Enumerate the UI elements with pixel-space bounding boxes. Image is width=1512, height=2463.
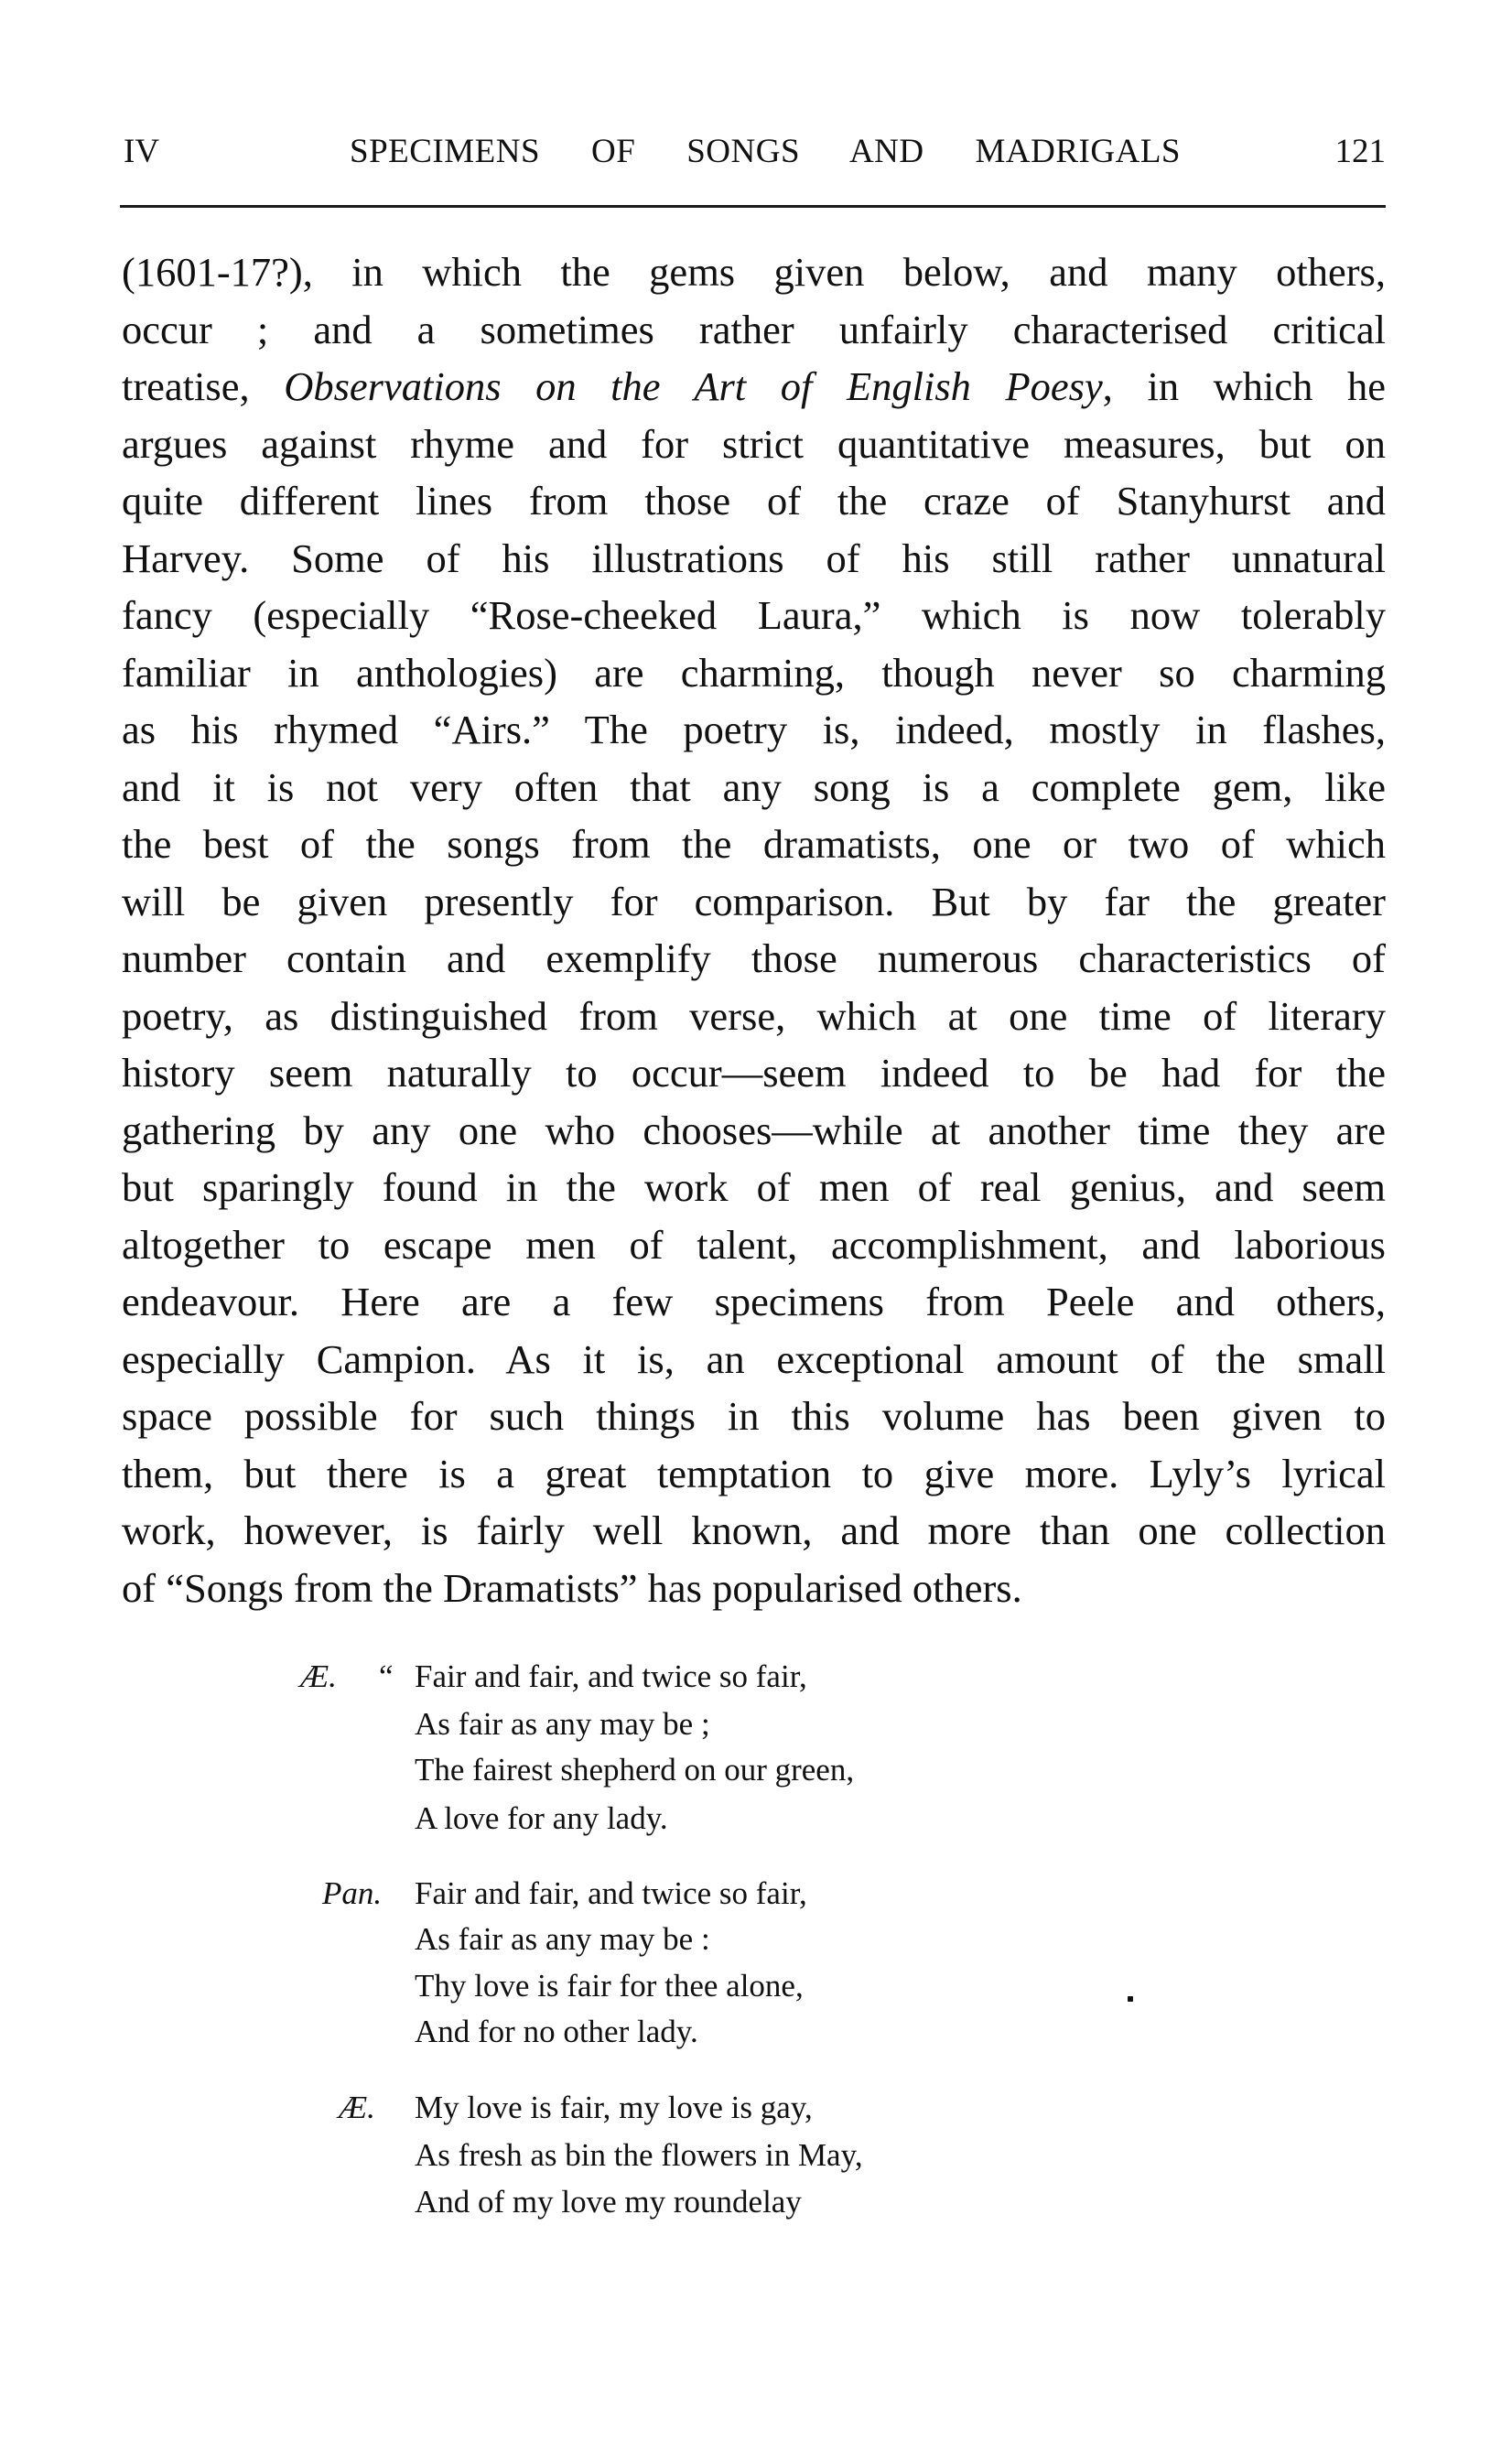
body-text-line: will be given presently for comparison. But by far the greater	[122, 878, 1386, 924]
body-text-line: of “Songs from the Dramatists” has popularised others.	[122, 1564, 1022, 1611]
verse-line: Fair and fair, and twice so fair,	[415, 1658, 807, 1694]
print-speck	[1128, 1996, 1133, 2002]
body-text-line: occur ; and a sometimes rather unfairly characterised critical	[122, 306, 1386, 352]
verse-line: Thy love is fair for thee alone,	[415, 1968, 804, 2004]
verse-line: And of my love my roundelay	[415, 2184, 802, 2220]
body-text-line: poetry, as distinguished from verse, which at one time of literary	[122, 992, 1386, 1039]
body-text-line	[122, 362, 1386, 410]
section-numeral: IV	[124, 133, 160, 170]
body-text-line: the best of the songs from the dramatists, one or two of which	[122, 821, 1386, 867]
verse-line: My love is fair, my love is gay,	[415, 2090, 813, 2125]
body-text-line: space possible for such things in this volume has been given to	[122, 1393, 1386, 1439]
verse-speaker-ae: Æ.	[300, 1658, 337, 1694]
body-text-line: gathering by any one who chooses—while at another time they are	[122, 1107, 1386, 1153]
verse-line: Fair and fair, and twice so fair,	[415, 1875, 807, 1911]
body-text-line: altogether to escape men of talent, accomplishment, and laborious	[122, 1221, 1386, 1268]
body-text-line: especially Campion. As it is, an exceptional amount of the small	[122, 1335, 1386, 1382]
verse-line: As fresh as bin the flowers in May,	[415, 2137, 863, 2173]
body-text-line: them, but there is a great temptation to give more. Lyly’s lyrical	[122, 1450, 1386, 1496]
running-title: SPECIMENS OF SONGS AND MADRIGALS	[350, 133, 1181, 170]
body-text-line: (1601-17?), in which the gems given below, and many others,	[122, 249, 1386, 295]
body-text-line: and it is not very often that any song is a complete gem, like	[122, 763, 1386, 810]
verse-speaker-ae: Æ.	[339, 2090, 375, 2125]
verse-line: The fairest shepherd on our green,	[415, 1752, 855, 1788]
body-text-line: work, however, is fairly well known, and more than one collection	[122, 1507, 1386, 1553]
body-text-segment: treatise,	[122, 363, 285, 409]
header-rule	[120, 205, 1386, 208]
verse-line: A love for any lady.	[415, 1800, 668, 1836]
verse-line: As fair as any may be ;	[415, 1706, 710, 1742]
body-text-line: familiar in anthologies) are charming, though never so charming	[122, 649, 1386, 696]
body-text-line: but sparingly found in the work of men of real genius, and seem	[122, 1164, 1386, 1210]
body-text-line: history seem naturally to occur—seem indeed to be had for the	[122, 1050, 1386, 1096]
body-text-line: argues against rhyme and for strict quantitative measures, but on	[122, 420, 1386, 467]
italic-book-title: Observations on the Art of English Poesy	[284, 363, 1103, 409]
verse-line: And for no other lady.	[415, 2014, 698, 2049]
body-text-line: fancy (especially “Rose-cheeked Laura,” which is now tolerably	[122, 592, 1386, 638]
body-text-line: Harvey. Some of his illustrations of his still rather unnatural	[122, 535, 1386, 581]
body-text-line: number contain and exemplify those numerous characteristics of	[122, 935, 1386, 981]
verse-line: As fair as any may be :	[415, 1921, 710, 1957]
page-number: 121	[1334, 133, 1386, 170]
verse-speaker-pan: Pan.	[322, 1875, 383, 1911]
body-text-line: as his rhymed “Airs.” The poetry is, indeed, mostly in flashes,	[122, 707, 1386, 752]
body-text-line: endeavour. Here are a few specimens from Peele and others,	[122, 1279, 1386, 1324]
body-text-line: quite different lines from those of the craze of Stanyhurst and	[122, 478, 1386, 524]
body-text-segment: , in which he	[1102, 363, 1386, 409]
verse-open-quote: “	[379, 1658, 394, 1694]
